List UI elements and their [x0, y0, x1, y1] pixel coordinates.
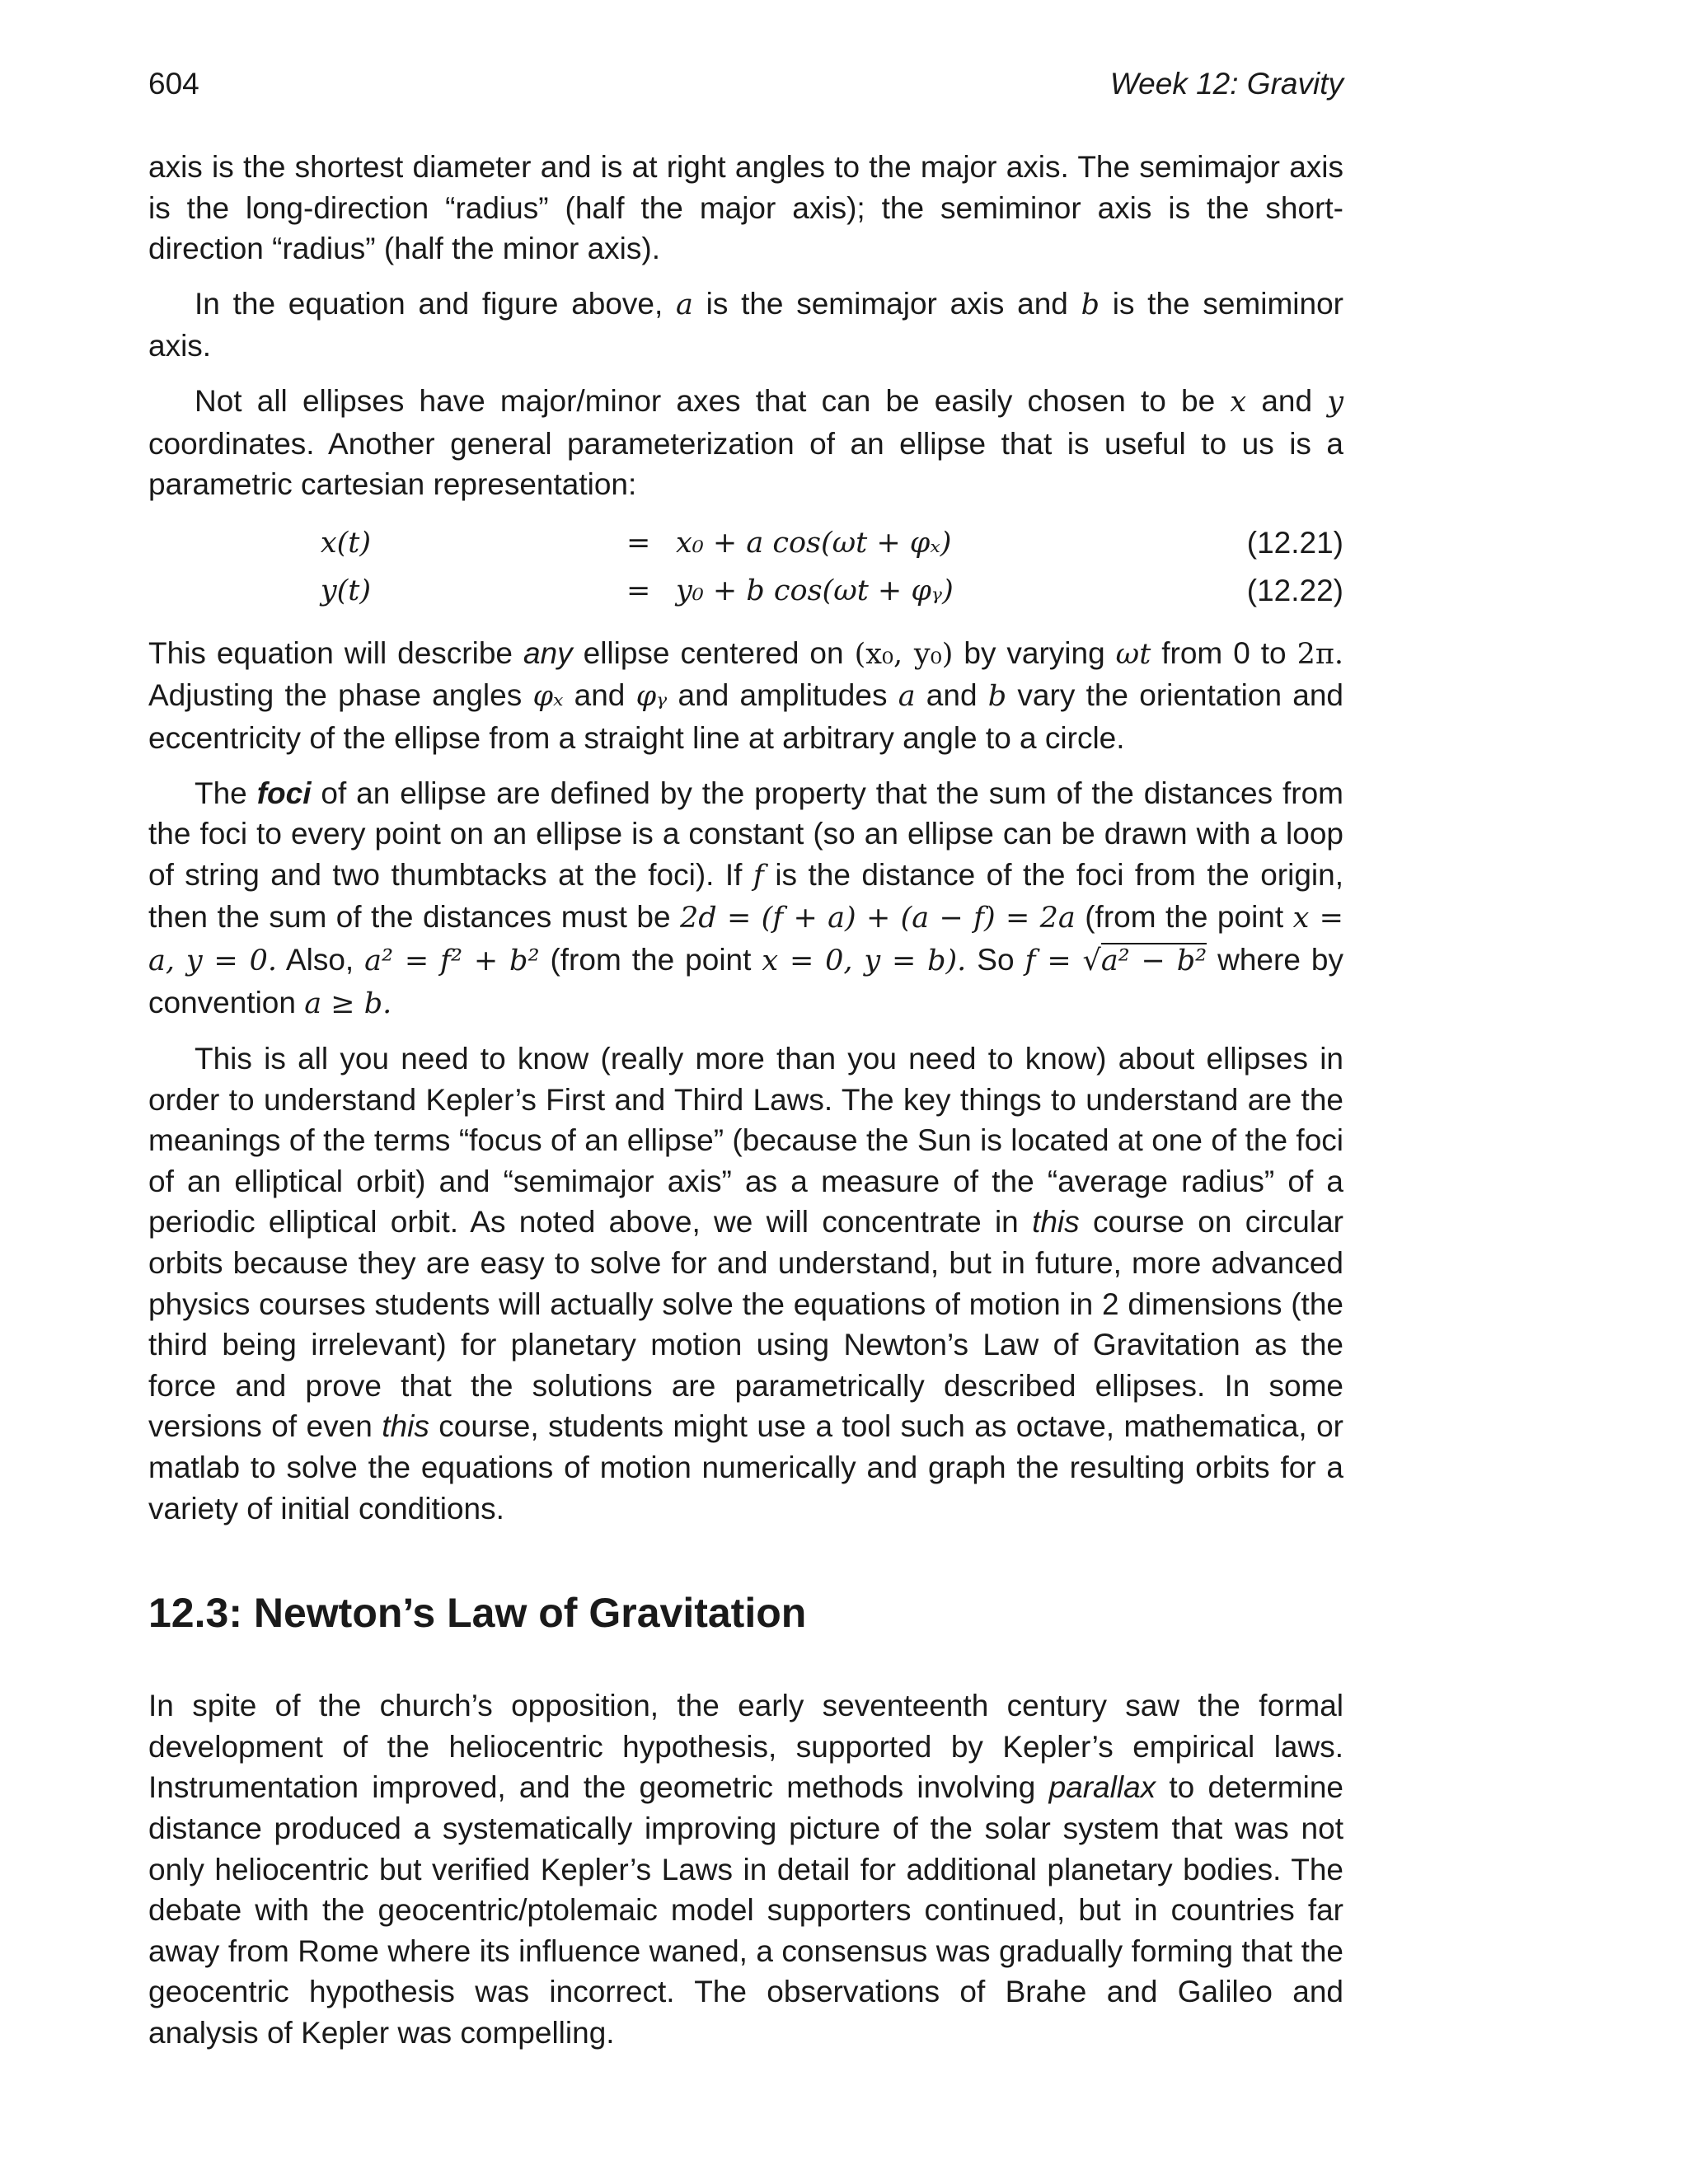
equation-number: (12.21): [1246, 525, 1343, 560]
sqrt-sign: √: [1082, 944, 1101, 977]
equation-row: [148, 567, 1343, 615]
equation-rhs: y₀ + b cos(ωt + φᵧ): [676, 574, 954, 607]
equation-equals: =: [626, 526, 651, 560]
equation-block: [148, 519, 1343, 623]
equation-row: [148, 519, 1343, 567]
equation-lhs: x(t): [320, 526, 371, 560]
paragraph-parametric-intro: Not all ellipses have major/minor axes that can be easily chosen to be x and y coordinates. Another general parameterization of an ellipse that is useful to us is a parametric cartesian representation:: [148, 383, 1343, 502]
equation-lhs: y(t): [320, 574, 371, 607]
paragraph-newton-history: In spite of the church’s opposition, the early seventeenth century saw the formal development of the heliocentric hypothesis, supported by Kepler’s empirical laws. Instrumentation improved, and the geometric methods involving parallax to determine distance produced a systematically improving picture of the solar system that was not only heliocentric but verified Kepler’s Laws in detail for additional planetary bodies. The debate with the geocentric/ptolemaic model supporters continued, but in countries far away from Rome where its influence waned, a consensus was gradually forming that the geocentric hypothesis was incorrect. The observations of Brahe and Galileo and analysis of Kepler was compelling.: [148, 1689, 1343, 2050]
running-title: Week 12: Gravity: [1109, 67, 1343, 101]
equation-rhs: x₀ + a cos(ωt + φₓ): [676, 526, 952, 560]
paragraph-kepler-summary: This is all you need to know (really more than you need to know) about ellipses in order to understand Kepler’s First and Third Laws. The key things to understand are the meanings of the terms “focus of an ellipse” (because the Sun is located at one of the foci of an elliptical orbit) and “semimajor axis” as a measure of the “average radius” of a periodic elliptical orbit. As noted above, we will concentrate in this course on circular orbits because they are easy to solve for and understand, but in future, more advanced physics courses students will actually solve the equations of motion in 2 dimensions (the third being irrelevant) for planetary motion using Newton’s Law of Gravitation as the force and prove that the solutions are parametrically described ellipses. In some versions of even this course, students might use a tool such as octave, mathematica, or matlab to solve the equations of motion numerically and graph the resulting orbits for a variety of initial conditions.: [148, 1042, 1343, 1526]
paragraph-foci: The foci of an ellipse are defined by the property that the sum of the distances from the foci to every point on an ellipse is a constant (so an ellipse can be drawn with a loop of string and two thumbtacks at the foci). If f is the distance of the foci from the origin, then the sum of the distances must be 2d = (f + a) + (a − f) = 2a (from the point x = a, y = 0. Also, a² = f² + b² (from the point x = 0, y = b). So f = √a² − b² where by convention a ≥ b.: [148, 776, 1343, 1020]
equation-equals: =: [626, 574, 651, 607]
paragraph-axes-definition: axis is the shortest diameter and is at right angles to the major axis. The semimajor axis is the long-direction “radius” (half the major axis); the semiminor axis is the short-direction “radius” (half the minor axis).: [148, 150, 1343, 266]
paragraph-parametric-description: This equation will describe any ellipse centered on (x₀, y₀) by varying ωt from 0 to 2π. Adjusting the phase angles φₓ and φᵧ and amplitudes a and b vary the orientation and eccentricity of the ellipse from a straight line at arbitrary angle to a circle.: [148, 635, 1343, 755]
equation-number: (12.22): [1246, 573, 1343, 607]
section-heading: 12.3: Newton’s Law of Gravitation: [148, 1590, 807, 1637]
page-number: 604: [148, 67, 199, 101]
paragraph-a-b-meaning: In the equation and figure above, a is the semimajor axis and b is the semiminor axis.: [148, 286, 1343, 363]
running-head: [148, 64, 1343, 104]
body-text: [148, 147, 1343, 2068]
